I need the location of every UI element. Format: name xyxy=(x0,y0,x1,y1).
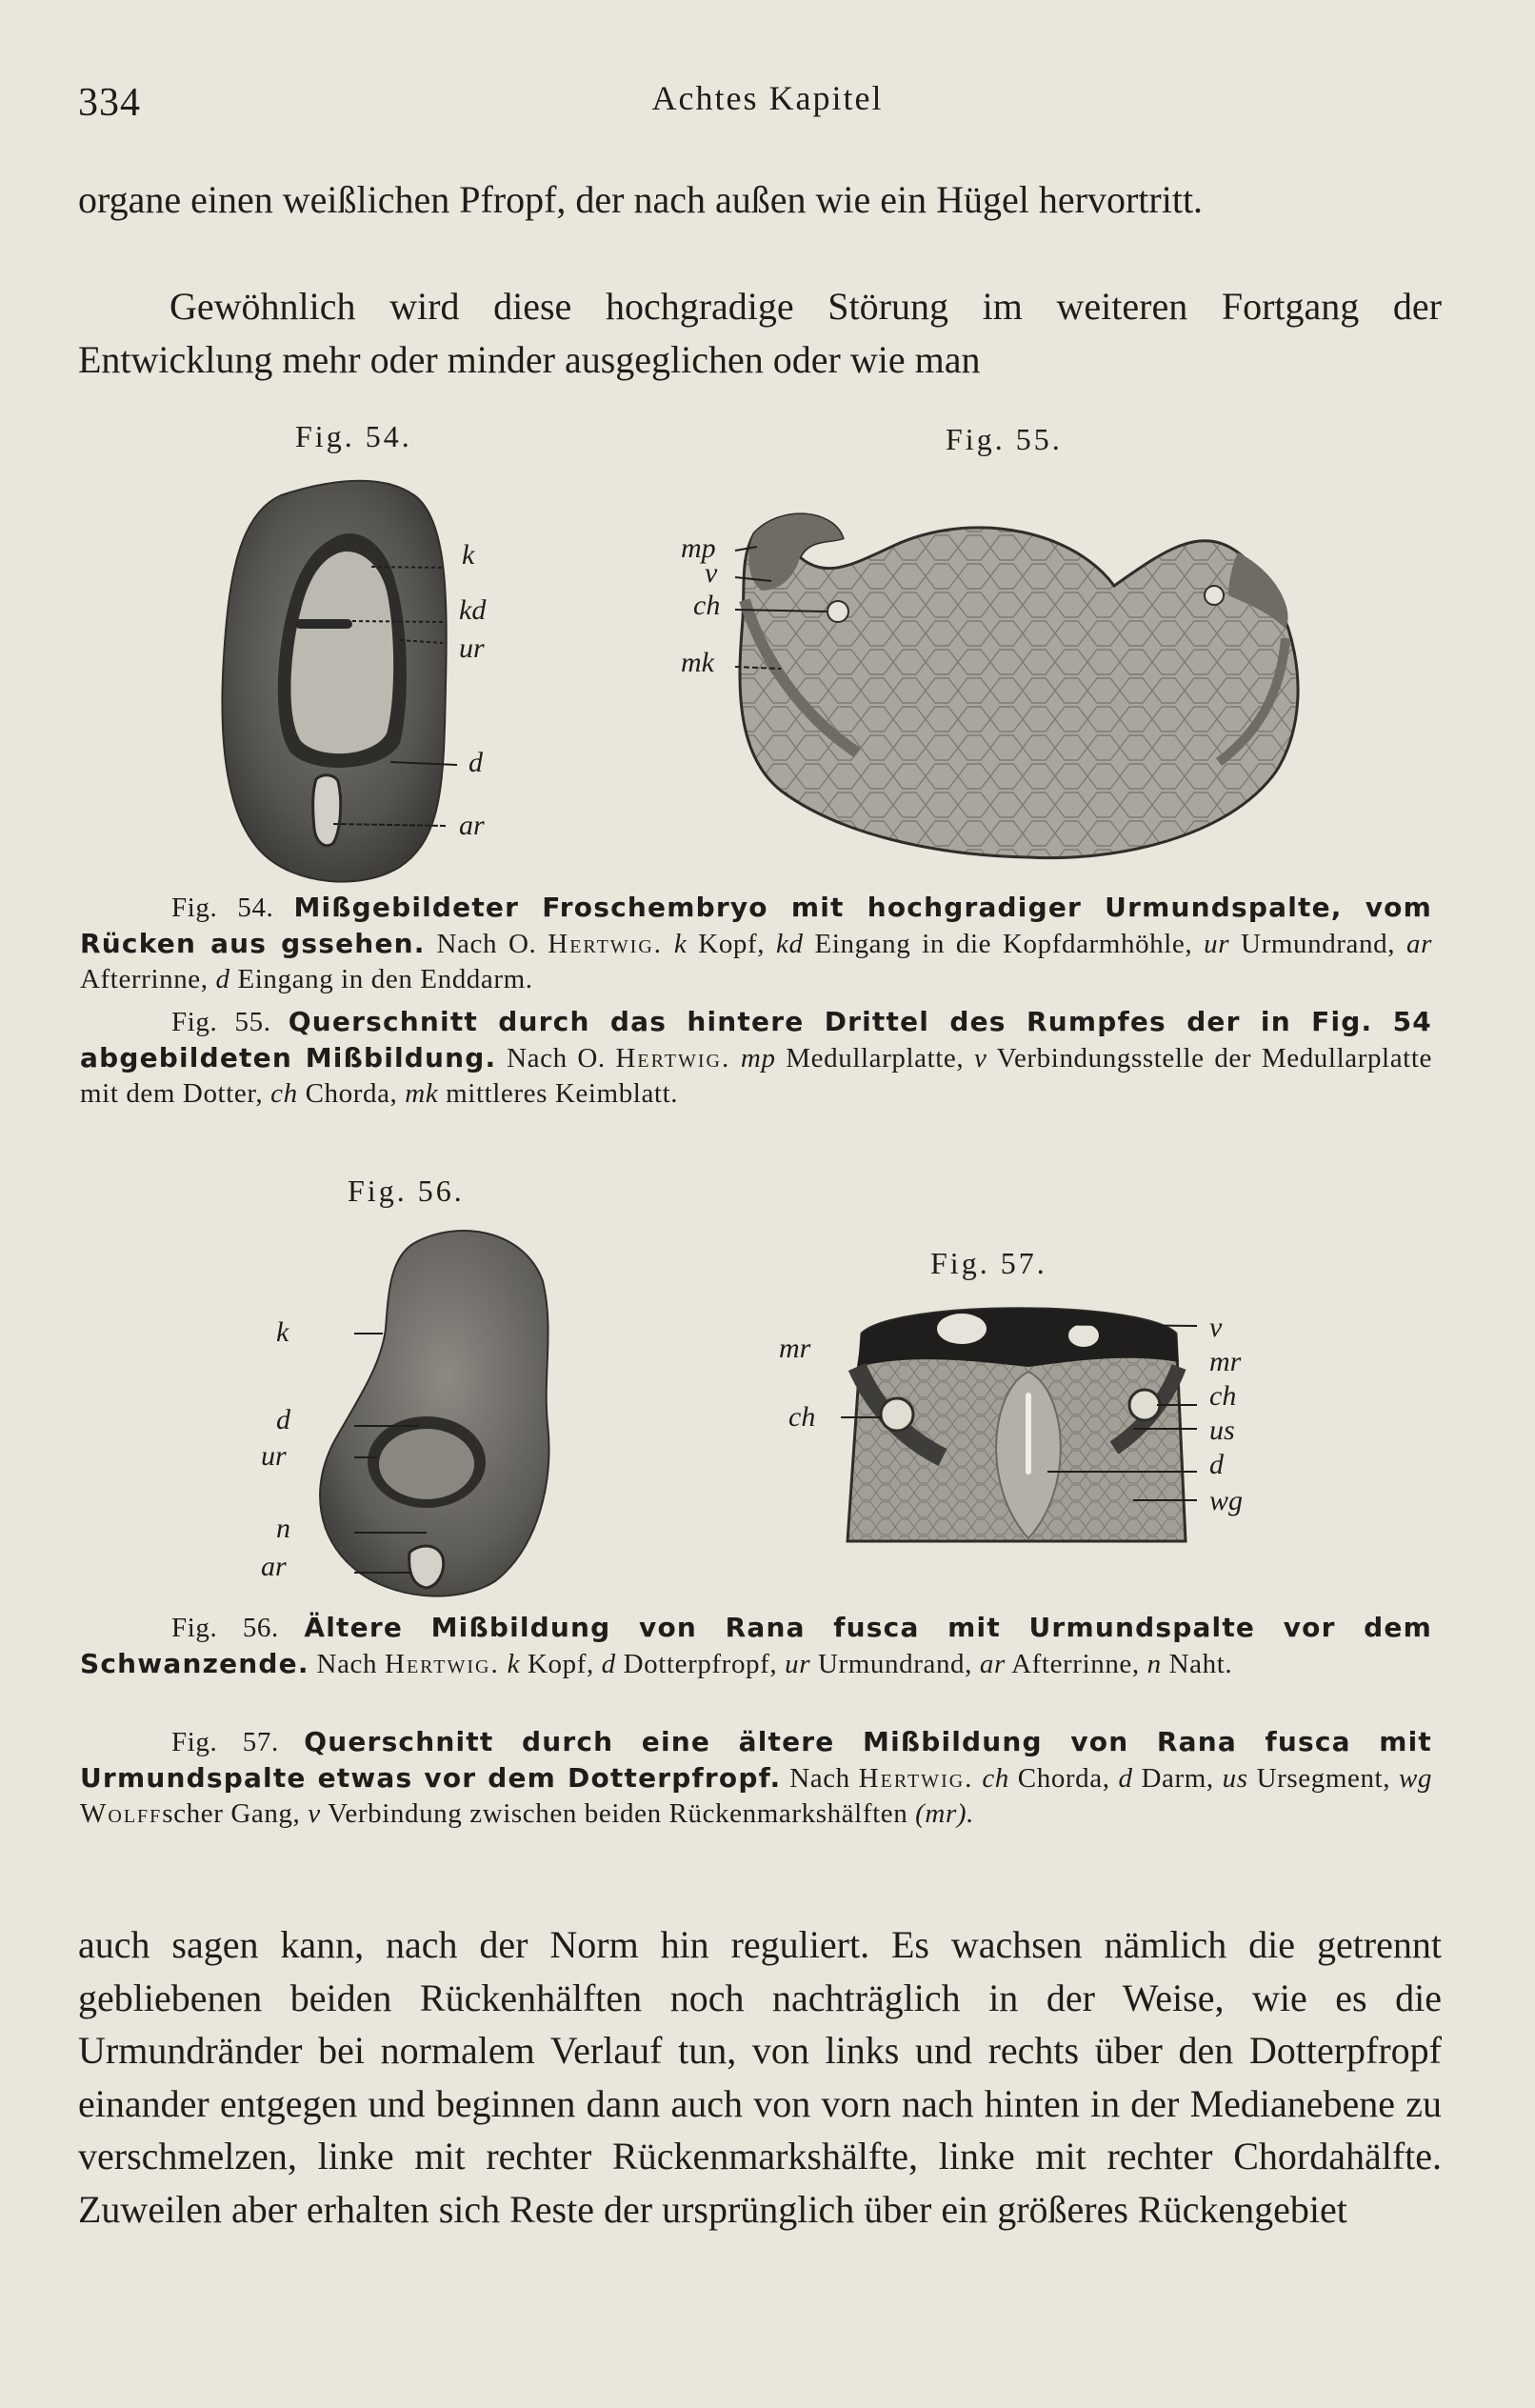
caption-56-nach: Nach xyxy=(316,1649,378,1679)
caption-55-number: Fig. 55. xyxy=(171,1007,271,1037)
body-paragraph-continued: organe einen weißlichen Pfropf, der nach außen wie ein Hügel hervortritt. xyxy=(78,178,1204,221)
caption-55-ch-text: Chorda, xyxy=(305,1078,398,1109)
caption-57-abbr-mr: (mr). xyxy=(915,1798,974,1829)
caption-57-nach: Nach xyxy=(789,1763,850,1794)
fig-57-label-mr-right: mr xyxy=(1209,1346,1242,1377)
fig-54-label-k: k xyxy=(462,539,475,571)
caption-54-d-text: Eingang in den Enddarm. xyxy=(237,964,533,994)
fig-57-label-mr-left: mr xyxy=(779,1333,811,1364)
caption-55-abbr-mp: mp xyxy=(740,1043,776,1074)
fig-54-label: Fig. 54. xyxy=(295,419,412,453)
caption-56-abbr-d: d xyxy=(601,1649,616,1679)
caption-55-v-text: Verbindungsstelle der Medullarplatte mit dem Dotter, xyxy=(80,1043,1432,1109)
fig-54-label-ur: ur xyxy=(459,632,485,664)
caption-54-kd-text: Eingang in die Kopfdarmhöhle, xyxy=(814,929,1193,959)
fig-56-label-k: k xyxy=(276,1316,289,1348)
caption-54-abbr-k: k xyxy=(673,929,688,959)
fig-55-label-ch: ch xyxy=(693,590,721,621)
caption-54-nach: Nach O. xyxy=(436,929,537,959)
caption-56-abbr-ur: ur xyxy=(785,1649,811,1679)
caption-54-author: Hertwig. xyxy=(548,929,664,959)
fig-57-label-d: d xyxy=(1209,1449,1224,1480)
caption-56-abbr-k: k xyxy=(507,1649,521,1679)
caption-55-author: Hertwig. xyxy=(615,1043,731,1074)
caption-57-ch-text: Chorda, xyxy=(1017,1763,1110,1794)
body-paragraph: Gewöhnlich wird diese hochgradige Störung im weiteren Fortgang der Entwicklung mehr oder minder ausgeglichen oder wie man xyxy=(78,285,1442,381)
fig-56-label-ar: ar xyxy=(261,1551,287,1582)
fig-55-label-mk: mk xyxy=(681,647,714,678)
caption-54-abbr-kd: kd xyxy=(776,929,804,959)
caption-56-abbr-ar: ar xyxy=(979,1649,1006,1679)
fig-55-cross-section-illustration xyxy=(667,505,1314,867)
caption-56-number: Fig. 56. xyxy=(171,1613,279,1643)
caption-55-abbr-ch: ch xyxy=(270,1078,298,1109)
fig-56-label-d: d xyxy=(276,1404,290,1435)
caption-57-author: Hertwig. xyxy=(858,1763,974,1794)
fig-56-letter-labels xyxy=(248,1305,314,1591)
fig-57-left-letter-labels xyxy=(769,1319,846,1443)
fig-56-embryo-illustration xyxy=(305,1224,562,1605)
fig-54-letter-labels xyxy=(438,533,552,848)
fig-55-label-mp: mp xyxy=(681,532,716,564)
caption-54-abbr-ur: ur xyxy=(1204,929,1230,959)
caption-56-ur-text: Urmundrand, xyxy=(817,1649,973,1679)
page-number: 334 xyxy=(78,81,141,125)
caption-54-abbr-d: d xyxy=(215,964,230,994)
caption-57-us-text: Ursegment, xyxy=(1256,1763,1391,1794)
caption-56-k-text: Kopf, xyxy=(527,1649,594,1679)
fig-57-label-us: us xyxy=(1209,1415,1235,1446)
caption-54-number: Fig. 54. xyxy=(171,893,274,923)
fig-57-label-v: v xyxy=(1209,1312,1223,1343)
caption-54-k-text: Kopf, xyxy=(698,929,766,959)
fig-56-label-ur: ur xyxy=(261,1440,287,1472)
caption-55-abbr-mk: mk xyxy=(405,1078,439,1109)
caption-fig-55 xyxy=(80,1004,1432,1112)
fig-54-label-ar: ar xyxy=(459,810,485,841)
fig-57-right-letter-labels xyxy=(1202,1310,1297,1529)
caption-57-v-text: Verbindung zwischen beiden Rückenmarkshälften xyxy=(328,1798,908,1829)
caption-57-abbr-v: v xyxy=(308,1798,321,1829)
caption-54-ur-text: Urmundrand, xyxy=(1241,929,1396,959)
caption-56-d-text: Dotterpfropf, xyxy=(623,1649,778,1679)
caption-54-ar-text: Afterrinne, xyxy=(80,964,209,994)
caption-57-wg-text: scher Gang, xyxy=(162,1798,301,1829)
caption-57-d-text: Darm, xyxy=(1141,1763,1214,1794)
caption-57-abbr-ch: ch xyxy=(982,1763,1009,1794)
fig-55-label: Fig. 55. xyxy=(946,422,1063,456)
caption-55-title: Querschnitt durch das hintere Drittel des Rumpfes der in Fig. 54 abgebildeten Mißbildung. xyxy=(80,1006,1432,1074)
caption-55-abbr-v: v xyxy=(973,1043,987,1074)
caption-56-author: Hertwig. xyxy=(385,1649,500,1679)
fig-57-label-wg: wg xyxy=(1209,1485,1244,1516)
caption-fig-56 xyxy=(80,1610,1432,1682)
fig-56-label: Fig. 56. xyxy=(348,1174,465,1208)
fig-54-label-d: d xyxy=(468,747,483,778)
caption-55-mk-text: mittleres Keimblatt. xyxy=(446,1078,679,1109)
caption-fig-57 xyxy=(80,1724,1432,1832)
caption-57-abbr-d: d xyxy=(1118,1763,1133,1794)
fig-54-label-kd: kd xyxy=(459,594,487,626)
caption-55-nach: Nach O. xyxy=(507,1043,606,1074)
caption-55-mp-text: Medullarplatte, xyxy=(786,1043,965,1074)
fig-57-label: Fig. 57. xyxy=(930,1246,1047,1280)
caption-56-title: Ältere Mißbildung von Rana fusca mit Urmundspalte vor dem Schwanzende. xyxy=(80,1612,1432,1679)
caption-57-abbr-wg: wg xyxy=(1398,1763,1432,1794)
caption-56-abbr-n: n xyxy=(1146,1649,1162,1679)
body-paragraph-bottom: auch sagen kann, nach der Norm hin reguliert. Es wachsen nämlich die getrennt gebliebenen beiden Rückenhälften noch nachträglich in der Weise, wie es die Urmundränder bei normalem Verlauf tun, von links und rechts über den Dotterpfropf einander entgegen und beginnen dann auch von vorn nach hinten in der Medianebene zu verschmelzen, linke mit rechter Rückenmarkshälfte, linke mit rechter Chordahälfte. Zuweilen aber erhalten sich Reste der ursprünglich über ein größeres Rückengebiet xyxy=(78,1923,1442,2231)
caption-57-number: Fig. 57. xyxy=(171,1727,279,1757)
fig-55-letter-labels xyxy=(676,529,752,700)
caption-54-title: Mißgebildeter Froschembryo mit hochgradiger Urmundspalte, vom Rücken aus gssehen. xyxy=(80,892,1432,959)
caption-54-abbr-ar: ar xyxy=(1405,929,1432,959)
fig-57-label-ch-left: ch xyxy=(788,1401,816,1433)
caption-57-title: Querschnitt durch eine ältere Mißbildung von Rana fusca mit Urmundspalte etwas vor dem Dotterpfropf. xyxy=(80,1726,1432,1794)
caption-fig-54 xyxy=(80,890,1432,997)
fig-55-label-v: v xyxy=(705,557,718,589)
fig-57-cross-section-illustration xyxy=(838,1295,1200,1548)
caption-57-abbr-us: us xyxy=(1222,1763,1248,1794)
running-head: Achtes Kapitel xyxy=(651,79,884,117)
caption-56-n-text: Naht. xyxy=(1168,1649,1233,1679)
fig-56-label-n: n xyxy=(276,1513,290,1544)
caption-56-ar-text: Afterrinne, xyxy=(1011,1649,1140,1679)
fig-57-label-ch-right: ch xyxy=(1209,1380,1237,1412)
caption-57-wolff: Wolff xyxy=(80,1798,163,1829)
